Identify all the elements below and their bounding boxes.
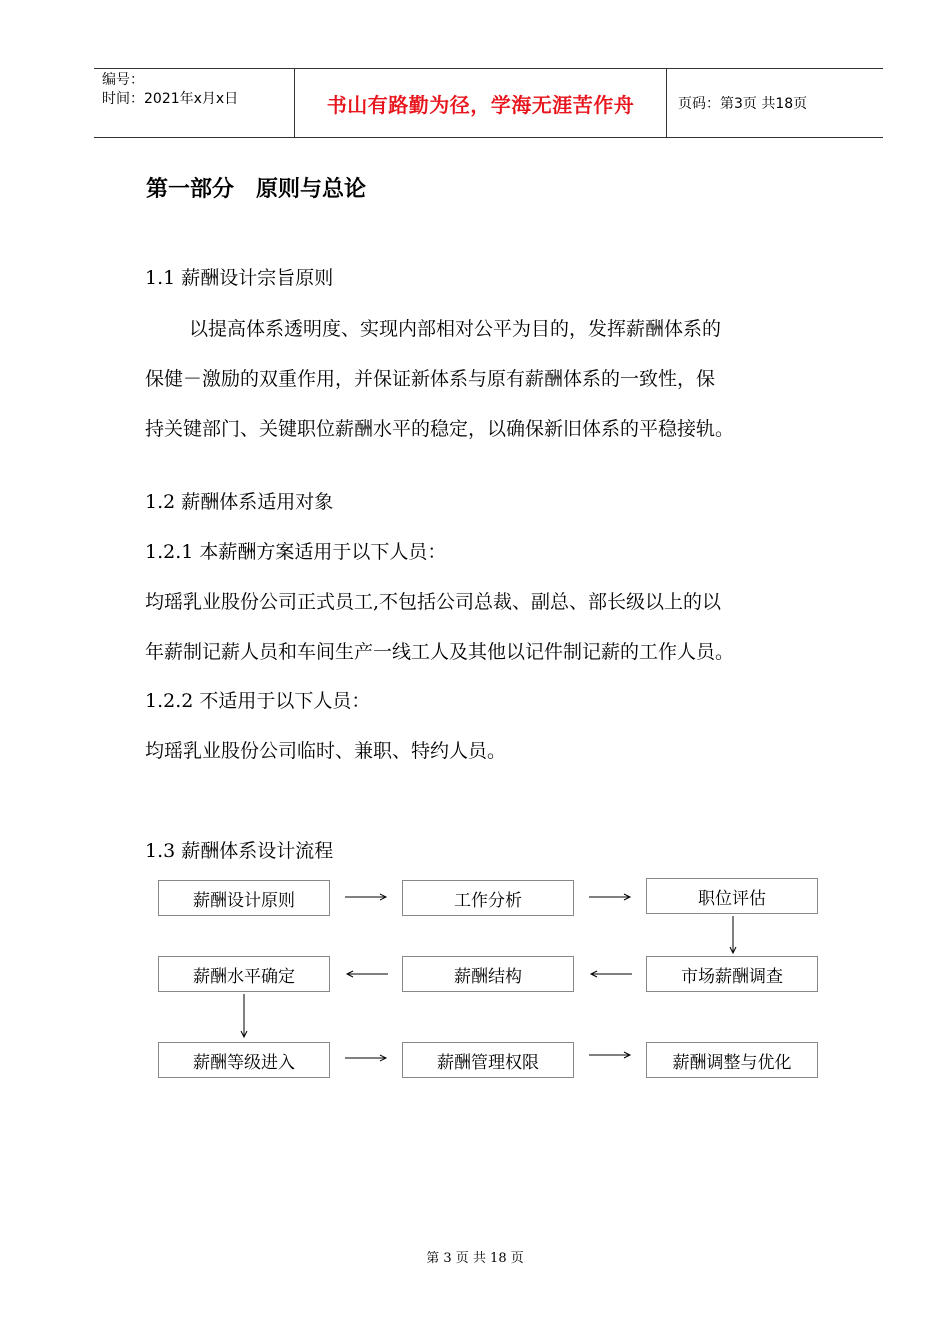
part-title: 第一部分 原则与总论 [146, 177, 367, 202]
arrow-right-2-head [624, 894, 630, 900]
flow-box-salary-structure: 薪酬结构 [402, 956, 574, 992]
s1-1-paragraph-line-1: 以提高体系透明度、实现内部相对公平为目的，发挥薪酬体系的 [189, 318, 722, 340]
header-motto: 书山有路勤为径，学海无涯苦作舟 [326, 92, 635, 117]
number-label: 编号： [102, 72, 144, 88]
header-page-info-cell [667, 69, 883, 137]
section-1-3-heading: 1.3 薪酬体系设计流程 [145, 840, 334, 862]
flow-box-management-authority: 薪酬管理权限 [402, 1042, 574, 1078]
header-page-info: 页码：第3页 共18页 [678, 96, 808, 112]
section-1-2-2-heading: 1.2.2 不适用于以下人员： [145, 690, 371, 712]
arrow-right-4-head [624, 1052, 630, 1058]
arrow-right-3-head [380, 1055, 386, 1061]
arrow-down-2-head [241, 1031, 247, 1037]
header-motto-cell [294, 69, 667, 137]
page-footer: 第 3 页 共 18 页 [426, 1251, 524, 1266]
flow-box-adjustment-optimization: 薪酬调整与优化 [646, 1042, 818, 1078]
flow-box-job-evaluation: 职位评估 [646, 878, 818, 914]
flow-box-salary-level: 薪酬水平确定 [158, 956, 330, 992]
section-1-2-1-heading: 1.2.1 本薪酬方案适用于以下人员： [145, 541, 447, 563]
s1-2-paragraph-line-1: 均瑶乳业股份公司正式员工,不包括公司总裁、副总、部长级以上的以 [145, 591, 722, 613]
s1-2-paragraph-line-2: 年薪制记薪人员和车间生产一线工人及其他以记件制记薪的工作人员。 [145, 641, 735, 663]
section-1-1-heading: 1.1 薪酬设计宗旨原则 [145, 267, 334, 289]
s1-2-paragraph-line-3: 均瑶乳业股份公司临时、兼职、特约人员。 [145, 740, 507, 762]
s1-1-paragraph-line-2: 保健－激励的双重作用，并保证新体系与原有薪酬体系的一致性，保 [145, 368, 716, 390]
flow-box-market-survey: 市场薪酬调查 [646, 956, 818, 992]
arrow-left-1-head [591, 971, 597, 977]
flow-box-job-analysis: 工作分析 [402, 880, 574, 916]
flow-box-grade-entry: 薪酬等级进入 [158, 1042, 330, 1078]
s1-1-paragraph-line-3: 持关键部门、关键职位薪酬水平的稳定，以确保新旧体系的平稳接轨。 [145, 418, 735, 440]
section-1-2-heading: 1.2 薪酬体系适用对象 [145, 491, 334, 513]
arrow-down-1-head [730, 947, 736, 953]
time-label: 时间：2021年x月x日 [102, 91, 239, 107]
arrow-right-1-head [380, 894, 386, 900]
arrow-left-2-head [347, 971, 353, 977]
header-meta [94, 69, 294, 137]
page-header [94, 68, 883, 138]
flow-box-salary-design-principles: 薪酬设计原则 [158, 880, 330, 916]
